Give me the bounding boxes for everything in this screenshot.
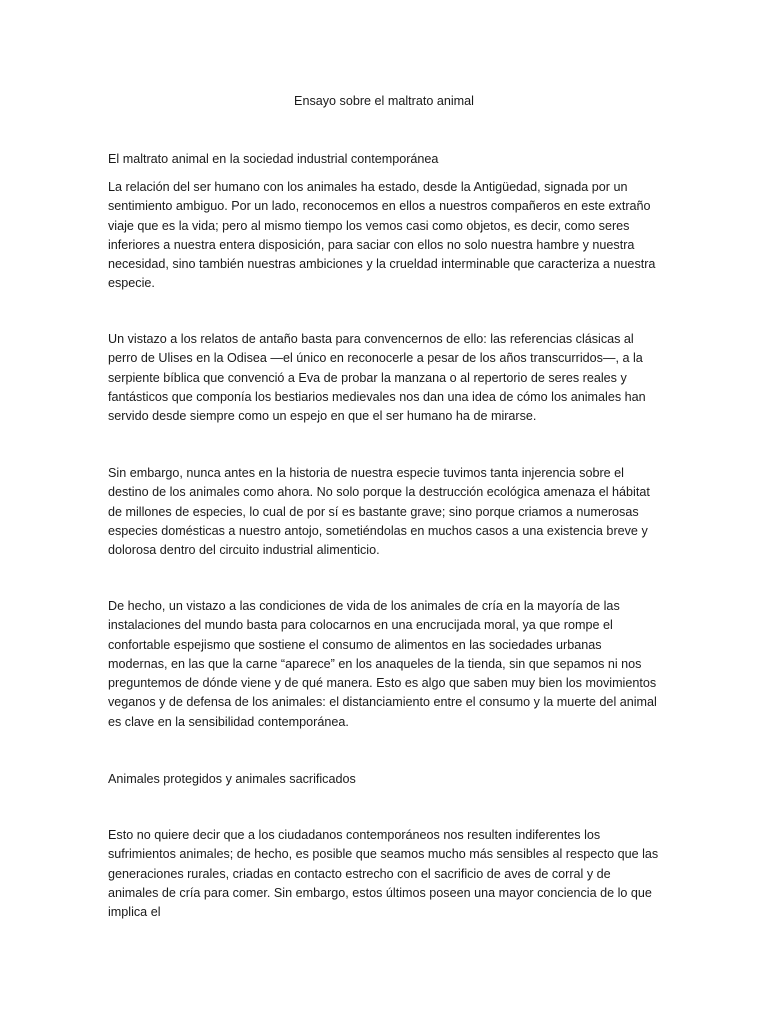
- paragraph-4: De hecho, un vistazo a las condiciones de vida de los animales de cría en la mayoría de las instalaciones del mundo basta para colocarnos en una encrucijada moral, ya que rompe el confortable espejismo que sostiene el consumo de alimentos en las sociedades urbanas modernas, en las que la carne “aparece” en los anaqueles de la tienda, sin que sepamos ni nos preguntemos de dónde viene y de qué manera. Esto es algo que saben muy bien los movimientos veganos y de defensa de los animales: el distanciamiento entre el consumo y la muerte del animal es clave en la sensibilidad contemporánea.: [108, 599, 657, 729]
- paragraph-3: Sin embargo, nunca antes en la historia de nuestra especie tuvimos tanta injerencia sobre el destino de los animales como ahora. No solo porque la destrucción ecológica amenaza el hábitat de millones de especies, lo cual de por sí es bastante grave; sino porque criamos a numerosas especies domésticas a nuestro antojo, sometiéndolas en muchos casos a una existencia breve y dolorosa dentro del circuito industrial alimenticio.: [108, 466, 650, 558]
- document-title: Ensayo sobre el maltrato animal: [294, 94, 474, 108]
- section-heading-1: El maltrato animal en la sociedad industrial contemporánea: [108, 152, 439, 166]
- section-heading-2: Animales protegidos y animales sacrificados: [108, 772, 356, 786]
- paragraph-5: Esto no quiere decir que a los ciudadanos contemporáneos nos resulten indiferentes los sufrimientos animales; de hecho, es posible que seamos mucho más sensibles al respecto que las generaciones rurales, criadas en contacto estrecho con el sacrificio de aves de corral y de animales de cría para comer. Sin embargo, estos últimos poseen una mayor conciencia de lo que implica el: [108, 828, 659, 920]
- paragraph-1: La relación del ser humano con los animales ha estado, desde la Antigüedad, signada por un sentimiento ambiguo. Por un lado, reconocemos en ellos a nuestros compañeros en este extraño viaje que es la vida; pero al mismo tiempo los vemos casi como objetos, es decir, como seres inferiores a nuestra entera disposición, para saciar con ellos no solo nuestra hambre y nuestra necesidad, sino también nuestras ambiciones y la crueldad interminable que caracteriza a nuestra especie.: [108, 180, 656, 291]
- paragraph-2: Un vistazo a los relatos de antaño basta para convencernos de ello: las referencias clásicas al perro de Ulises en la Odisea —el único en reconocerle a pesar de los años transcurridos—, a la serpiente bíblica que convenció a Eva de probar la manzana o al repertorio de seres reales y fantásticos que componía los bestiarios medievales nos dan una idea de cómo los animales han servido desde siempre como un espejo en que el ser humano ha de mirarse.: [108, 332, 646, 424]
